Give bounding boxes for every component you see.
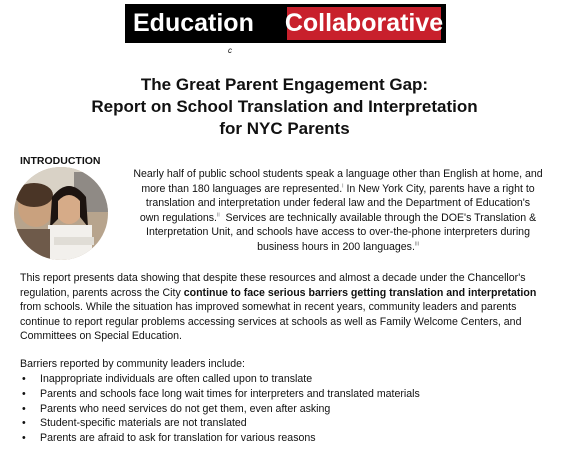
margin-marker: c — [228, 46, 232, 55]
bullet-icon: • — [22, 373, 26, 385]
paragraph-line: This report presents data showing that despite these resources and almost a decade under the Chancellor's — [20, 272, 526, 284]
emphasis-text: continue to face serious barriers getting translation and interpretation — [183, 286, 537, 299]
intro-text: Interpretation Unit, and schools have access to over-the-phone interpreters during — [146, 226, 530, 239]
intro-text: translation and interpretation under federal law and the Department of Education's — [145, 197, 531, 210]
introduction-paragraph — [113, 167, 563, 255]
intro-text: Nearly half of public school students speak a language other than English at home, and — [133, 168, 543, 180]
list-item-text: Inappropriate individuals are often called upon to translate — [40, 373, 313, 385]
intro-line — [113, 240, 563, 255]
barriers-list — [20, 372, 420, 446]
report-title — [0, 74, 569, 140]
barriers-label: Barriers reported by community leaders include: — [20, 358, 245, 370]
bullet-icon: • — [22, 402, 26, 415]
intro-line — [113, 167, 563, 182]
paragraph-line — [20, 286, 565, 301]
list-item-text: Parents who need services do not get them, even after asking — [40, 402, 331, 415]
paragraph-line: from schools. While the situation has improved somewhat in recent years, community leaders and parents — [20, 301, 517, 314]
paragraph-text: regulation, parents across the City — [20, 286, 184, 299]
list-item — [20, 416, 420, 431]
paragraph-line: continue to report regular problems accessing services at schools as well as Family Welcome Centers, and — [20, 315, 522, 328]
intro-line — [113, 225, 563, 240]
intro-text: In New York City, parents have a right to — [343, 182, 535, 195]
intro-text: own regulations. — [139, 211, 217, 224]
title-line: for NYC Parents — [219, 119, 350, 138]
bullet-icon: • — [22, 432, 26, 445]
logo — [125, 4, 446, 43]
list-item — [20, 387, 420, 402]
intro-text: more than 180 languages are represented. — [141, 182, 343, 195]
list-item — [20, 372, 420, 387]
intro-line — [113, 182, 563, 197]
bullet-icon: • — [22, 387, 26, 400]
title-line: The Great Parent Engagement Gap: — [140, 75, 429, 94]
body-paragraph — [20, 271, 565, 344]
footnote-marker: ii — [217, 212, 220, 219]
footnote-marker: iii — [414, 241, 419, 248]
list-item-text: Student-specific materials are not translated — [40, 417, 247, 430]
list-item-text: Parents and schools face long wait times for interpreters and translated materials — [40, 387, 420, 400]
bullet-icon: • — [22, 417, 26, 430]
logo-left-text: Education — [133, 9, 254, 37]
section-heading: INTRODUCTION — [20, 155, 101, 167]
students-photo-image — [14, 167, 108, 260]
intro-text: business hours in 200 languages. — [257, 240, 415, 253]
students-photo — [14, 167, 108, 260]
intro-line — [113, 196, 563, 211]
footnote-marker: i — [342, 183, 344, 190]
list-item-text: Parents are afraid to ask for translation for various reasons — [40, 432, 316, 445]
title-line: Report on School Translation and Interpretation — [91, 97, 478, 116]
list-item — [20, 402, 420, 417]
logo-right-text: Collaborative — [287, 7, 441, 40]
intro-line — [113, 211, 563, 226]
intro-text: Services are technically available through the DOE's Translation & — [219, 211, 537, 224]
paragraph-line: Committees on Special Education. — [20, 330, 182, 343]
list-item — [20, 431, 420, 446]
